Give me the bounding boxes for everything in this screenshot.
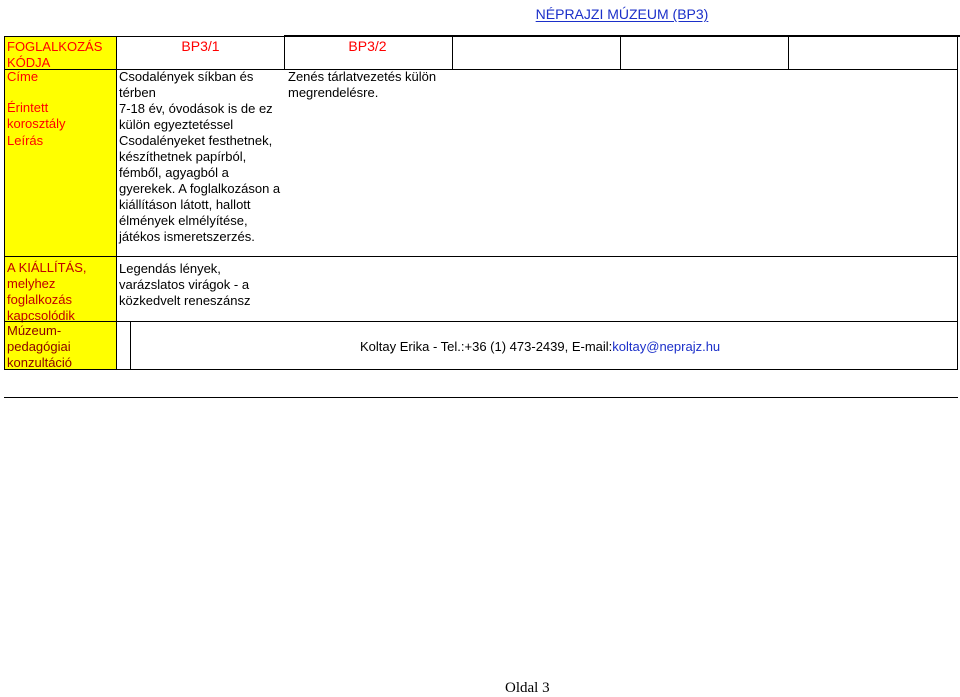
grid-line: [4, 36, 958, 37]
consultation-contact: [360, 339, 780, 355]
page-number: Oldal 3: [505, 680, 550, 696]
email-link[interactable]: koltay@neprajz.hu: [612, 339, 721, 354]
grid-line: [4, 69, 958, 70]
grid-line: [4, 36, 5, 369]
label-consultation: Múzeum-pedagógiai konzultáció: [7, 323, 73, 370]
grid-line: [130, 321, 131, 369]
label-age: Érintett korosztály: [7, 100, 66, 131]
bp2-title: Zenés tárlatvezetés külön megrendelésre.: [288, 69, 437, 100]
bp1-description: Csodalényeket festhetnek, készíthetnek papírból, fémből, agyagból a gyerekek. A foglalkozáson a kiállításon látott, hallott élmények elmélyítése, játékos ismeretszerzés.: [119, 133, 281, 244]
label-description: Leírás: [7, 133, 44, 148]
grid-line: [116, 36, 117, 369]
grid-line: [4, 321, 958, 322]
bp1-age: 7-18 év, óvodások is de ez külön egyeztetéssel: [119, 101, 273, 132]
divider: [4, 397, 958, 398]
bp1-exhibition: Legendás lények, varázslatos virágok - a közkedvelt reneszánsz: [119, 261, 251, 308]
grid-line: [788, 36, 789, 69]
grid-line: [284, 36, 285, 69]
grid-line: [452, 36, 453, 69]
grid-line: [620, 36, 621, 69]
label-title: Címe: [7, 69, 39, 84]
grid-line: [957, 36, 958, 369]
page-title: NÉPRAJZI MÚZEUM (BP3): [535, 6, 709, 22]
bp1-title: Csodalények síkban és térben: [119, 69, 254, 100]
column-header-bp2: BP3/2: [348, 38, 387, 54]
label-exhibition: A KIÁLLÍTÁS, melyhez foglalkozás kapcsolódik: [7, 260, 87, 323]
grid-line: [4, 369, 958, 370]
grid-line: [4, 256, 958, 257]
column-header-bp1: BP3/1: [181, 38, 220, 54]
contact-text: Koltay Erika - Tel.:+36 (1) 473-2439, E-mail:: [360, 339, 613, 354]
label-code: FOGLALKOZÁS KÓDJA: [7, 39, 103, 70]
